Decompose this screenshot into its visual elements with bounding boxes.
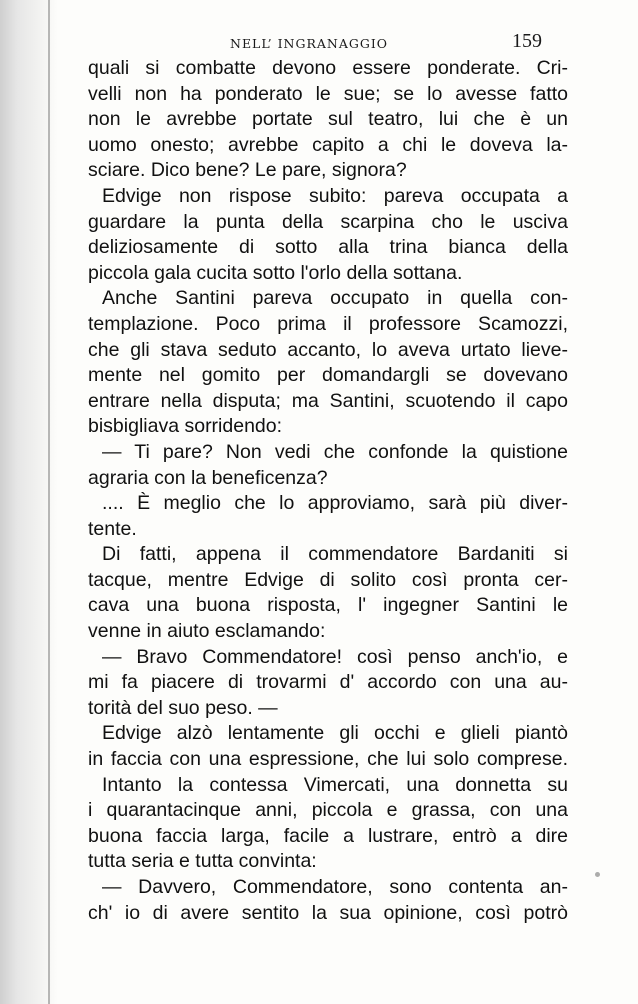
text-line: guardare la punta della scarpina cho le usciva <box>88 210 568 233</box>
text-line: piccola gala cucita sotto l'orlo della sottana. <box>88 261 463 284</box>
text-line: — Ti pare? Non vedi che confonde la quistione <box>102 440 568 463</box>
text-line: mi fa piacere di trovarmi d' accordo con una au- <box>88 671 568 694</box>
text-line: torità del suo peso. — <box>88 696 278 719</box>
text-line: uomo onesto; avrebbe capito a chi le doveva la- <box>88 133 568 156</box>
text-line: Edvige alzò lentamente gli occhi e glieli piantò <box>102 722 568 745</box>
text-line: tutta seria e tutta convinta: <box>88 850 317 873</box>
text-line: ch' io di avere sentito la sua opinione, così potrò <box>88 901 568 924</box>
binding-fold-line <box>48 0 50 1004</box>
running-head-title: NELL’ INGRANAGGIO <box>230 36 389 51</box>
text-line: — Davvero, Commendatore, sono contenta an- <box>102 876 568 898</box>
text-line: tacque, mentre Edvige di solito così pronta cer- <box>88 568 568 591</box>
text-line: tente. <box>88 517 137 540</box>
text-line: che gli stava seduto accanto, lo aveva urtato lieve- <box>88 338 568 361</box>
text-line: agraria con la beneficenza? <box>88 466 328 489</box>
text-line: Edvige non rispose subito: pareva occupata a <box>102 184 568 207</box>
text-line: mente nel gomito per domandargli se dovevano <box>88 364 568 387</box>
text-line: i quarantacinque anni, piccola e grassa, con una <box>88 799 568 822</box>
text-line: Anche Santini pareva occupato in quella con- <box>102 287 568 310</box>
text-line: bisbigliava sorridendo: <box>88 415 283 438</box>
text-line: non le avrebbe portate sul teatro, lui che è un <box>88 108 568 131</box>
text-line: Intanto la contessa Vimercati, una donnetta su <box>102 773 568 796</box>
text-line: buona faccia larga, facile a lustrare, entrò a dire <box>88 824 568 847</box>
text-line: cava una buona risposta, l' ingegner Santini le <box>88 594 568 617</box>
text-line: quali si combatte devono essere ponderate. Cri- <box>88 57 568 79</box>
text-line: templazione. Poco prima il professore Scamozzi, <box>88 312 568 335</box>
paper-speck <box>595 872 600 877</box>
text-line: in faccia con una espressione, che lui solo comprese. <box>88 748 568 771</box>
text-line: entrare nella disputa; ma Santini, scuotendo il capo <box>88 389 568 412</box>
text-line: Di fatti, appena il commendatore Bardaniti si <box>102 543 568 566</box>
text-line: .... È meglio che lo approviamo, sarà più diver- <box>102 492 568 515</box>
text-line: — Bravo Commendatore! così penso anch'io, e <box>102 645 568 668</box>
text-line: velli non ha ponderato le sue; se lo avesse fatto <box>88 82 568 105</box>
page-number: 159 <box>512 30 542 52</box>
text-line: venne in aiuto esclamando: <box>88 620 326 643</box>
text-line: deliziosamente di sotto alla trina bianca della <box>88 236 568 259</box>
text-line: sciare. Dico bene? Le pare, signora? <box>88 159 407 182</box>
body-text <box>88 56 568 926</box>
